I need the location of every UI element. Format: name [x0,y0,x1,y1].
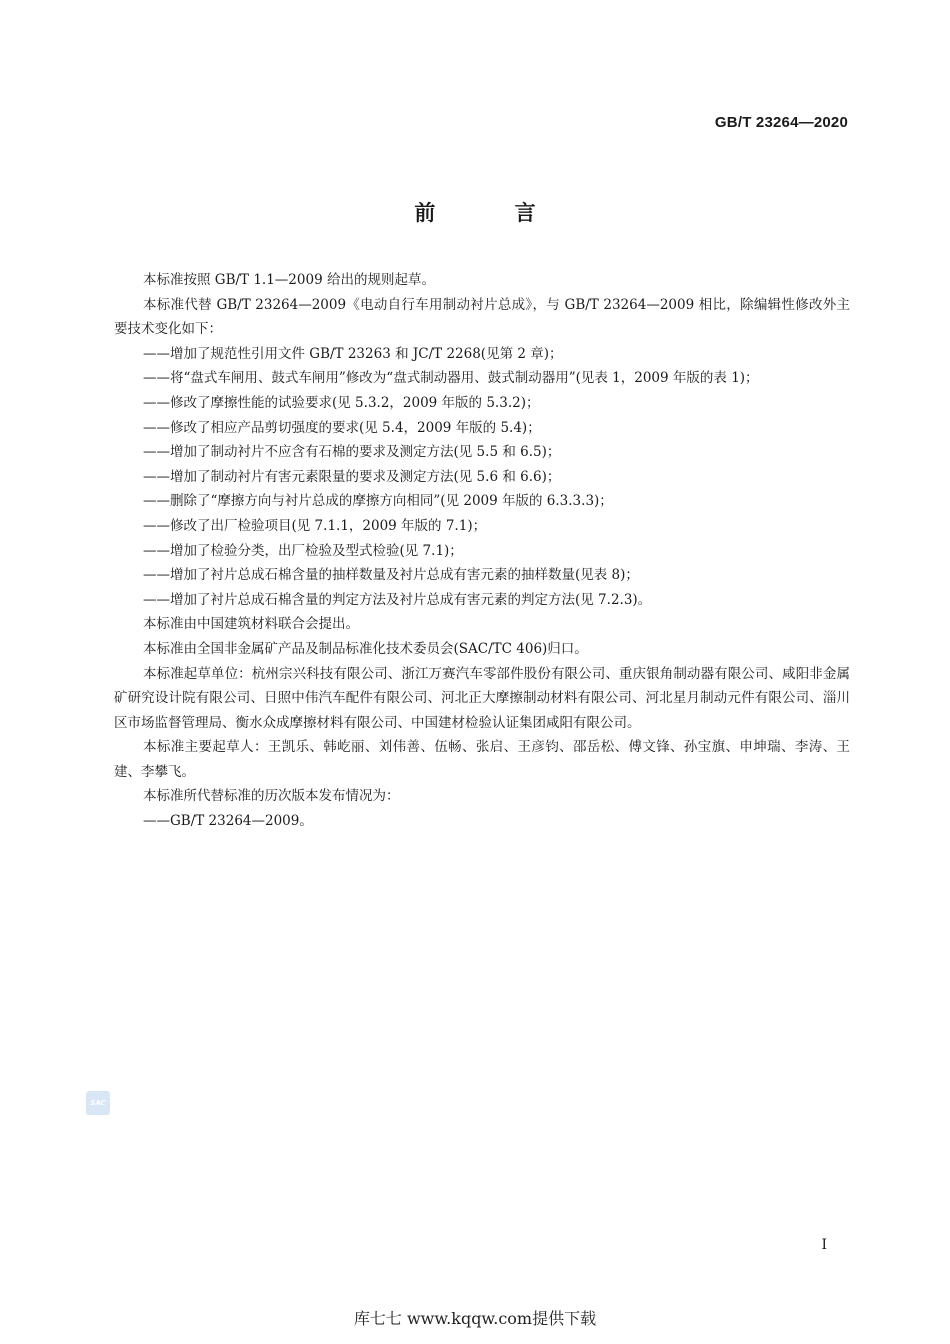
paragraph: 本标准由中国建筑材料联合会提出。 [143,616,359,633]
download-footer: 库七七 www.kqqw.com提供下载 [353,1309,597,1328]
list-item: ——将“盘式车闸用、鼓式车闸用”修改为“盘式制动器用、鼓式制动器用”(见表 1，2009 年版的表 1)； [143,370,759,387]
list-item: ——增加了制动衬片有害元素限量的要求及测定方法(见 5.6 和 6.6)； [143,468,561,485]
page-number: I [821,1237,827,1253]
sac-watermark-logo: SAC [86,1091,110,1115]
list-item: ——修改了相应产品剪切强度的要求(见 5.4，2009 年版的 5.4)； [143,419,541,436]
list-item: ——删除了“摩擦方向与衬片总成的摩擦方向相同”(见 2009 年版的 6.3.3.3)； [143,493,613,510]
paragraph: 本标准起草单位：杭州宗兴科技有限公司、浙江万赛汽车零部件股份有限公司、重庆银角制动器有限公司、咸阳非金属矿研究设计院有限公司、日照中伟汽车配件有限公司、河北正大摩擦制动材料有限公司、河北星月制动元件有限公司、淄川区市场监督管理局、衡水众成摩擦材料有限公司、中国建材检验认证集团咸阳有限公司。 [114,665,850,731]
page-title: 前 言 [414,201,572,225]
list-item: ——增加了规范性引用文件 GB/T 23263 和 JC/T 2268(见第 2 章)； [143,345,563,362]
list-item: ——增加了衬片总成石棉含量的判定方法及衬片总成有害元素的判定方法(见 7.2.3)。 [143,591,652,608]
list-item: ——GB/T 23264—2009。 [143,813,313,830]
foreword-body [114,268,850,834]
list-item: ——增加了制动衬片不应含有石棉的要求及测定方法(见 5.5 和 6.5)； [143,444,561,461]
paragraph: 本标准主要起草人：王凯乐、韩屹丽、刘伟善、伍畅、张启、王彦钧、邵岳松、傅文锋、孙宝旗、申坤瑞、李涛、王建、李攀飞。 [114,739,850,780]
list-item: ——增加了衬片总成石棉含量的抽样数量及衬片总成有害元素的抽样数量(见表 8)； [143,567,639,584]
paragraph: 本标准所代替标准的历次版本发布情况为： [143,788,400,805]
standard-number: GB/T 23264—2020 [714,114,848,131]
paragraph: 本标准按照 GB/T 1.1—2009 给出的规则起草。 [143,272,435,288]
list-item: ——修改了出厂检验项目(见 7.1.1，2009 年版的 7.1)； [143,517,487,534]
list-item: ——修改了摩擦性能的试验要求(见 5.3.2，2009 年版的 5.3.2)； [143,394,540,411]
list-item: ——增加了检验分类，出厂检验及型式检验(见 7.1)； [143,542,463,559]
paragraph: 本标准代替 GB/T 23264—2009《电动自行车用制动衬片总成》，与 GB/T 23264—2009 相比，除编辑性修改外主要技术变化如下： [114,296,850,338]
paragraph: 本标准由全国非金属矿产品及制品标准化技术委员会(SAC/TC 406)归口。 [143,640,588,657]
